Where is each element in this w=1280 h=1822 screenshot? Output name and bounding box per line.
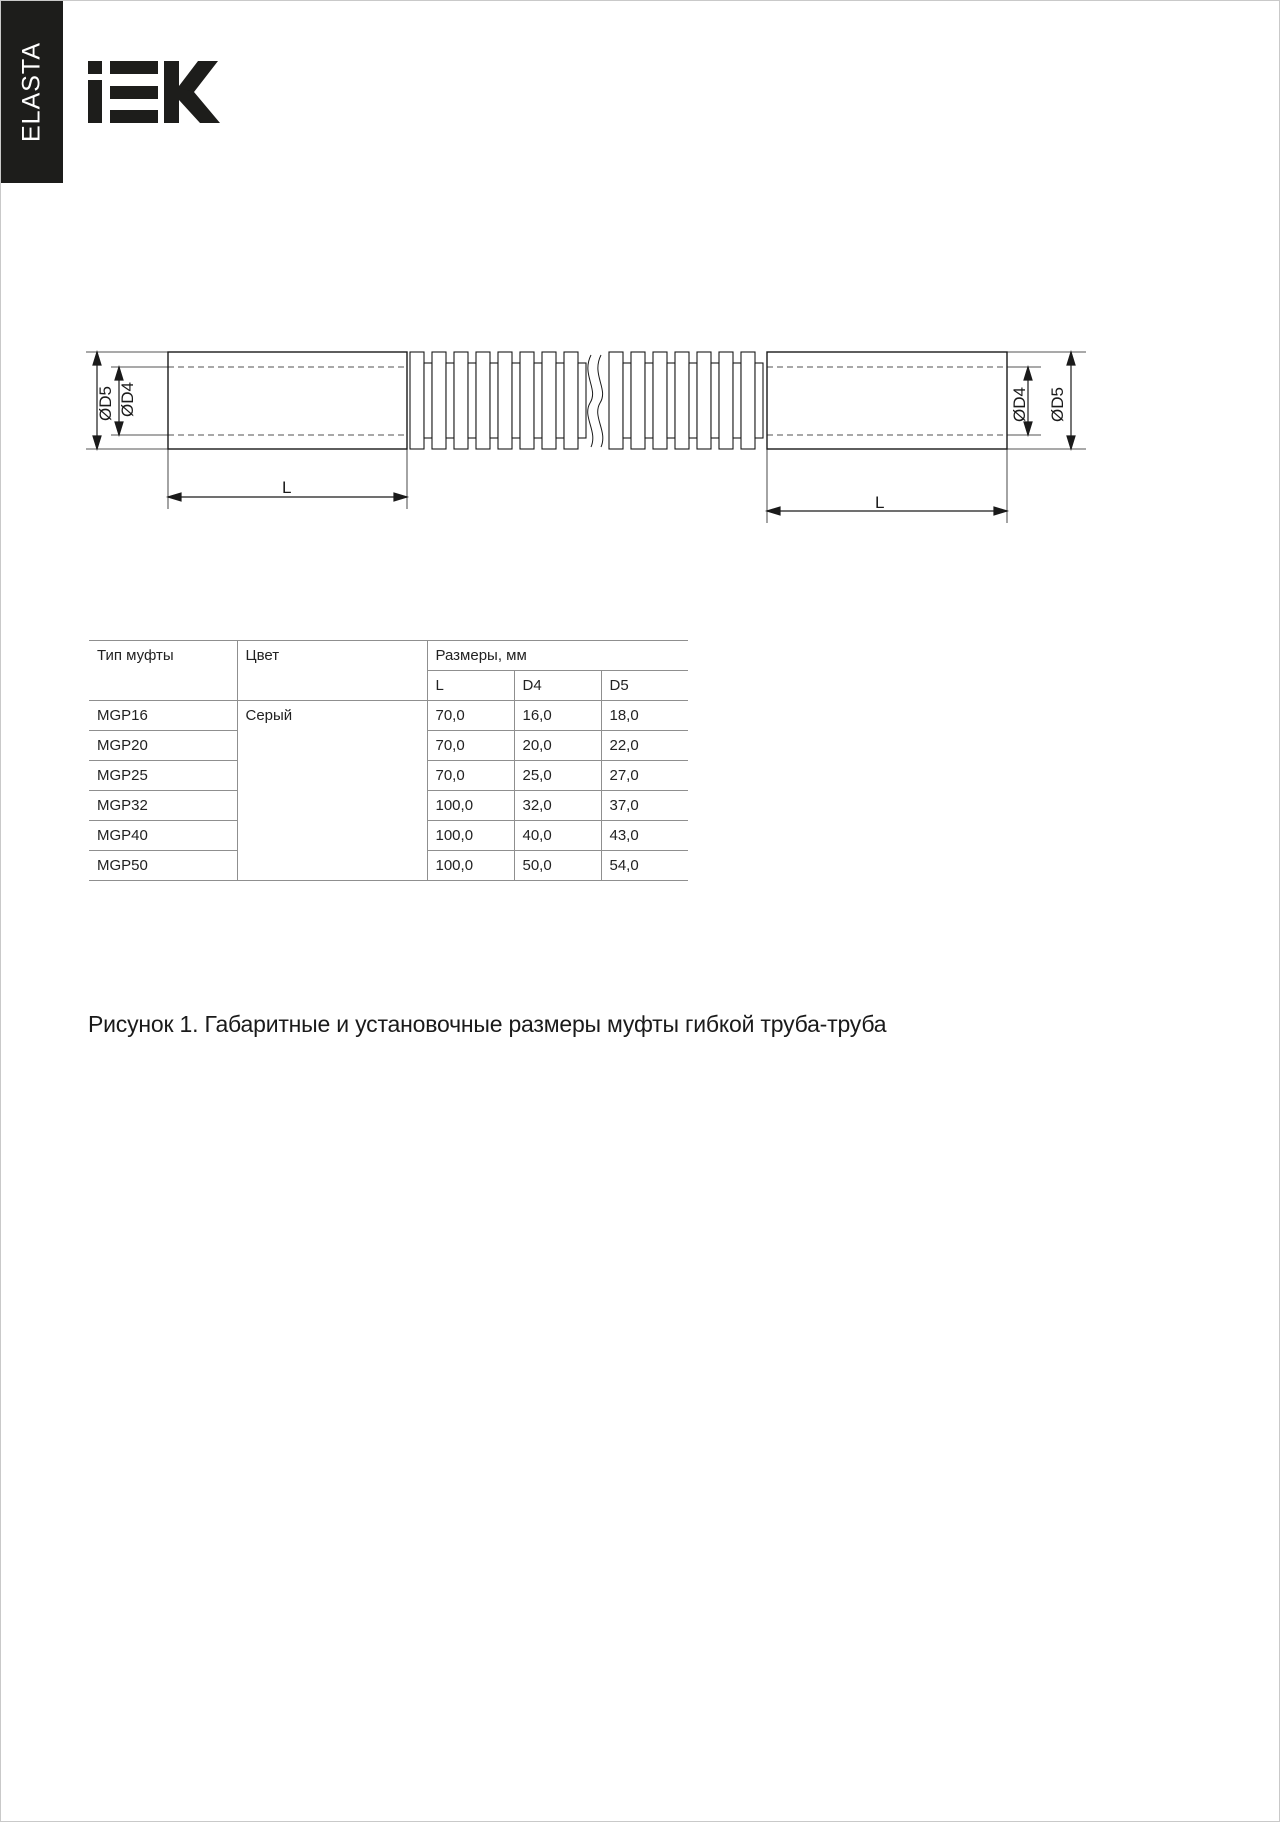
corrugation-groove	[534, 363, 542, 438]
cell-d4: 50,0	[514, 851, 601, 881]
corrugation-ring	[653, 352, 667, 449]
dimensions-table	[89, 640, 688, 881]
corrugation-groove	[755, 363, 763, 438]
dim-d5-right: ØD5	[1048, 387, 1067, 422]
corrugation-ring	[410, 352, 424, 449]
cell-d4: 40,0	[514, 821, 601, 851]
corrugation-ring	[454, 352, 468, 449]
dim-d4-right: ØD4	[1010, 387, 1029, 422]
cell-d4: 25,0	[514, 761, 601, 791]
cell-l: 70,0	[427, 701, 514, 731]
corrugation-groove	[689, 363, 697, 438]
corrugation-ring	[498, 352, 512, 449]
corrugation-ring	[697, 352, 711, 449]
corrugation-groove	[424, 363, 432, 438]
header-d4: D4	[514, 671, 601, 701]
corrugation-groove	[645, 363, 653, 438]
coupling-drawing	[81, 341, 1091, 531]
table-row	[89, 701, 688, 731]
dim-length-right: L	[875, 493, 885, 512]
corrugation-groove	[446, 363, 454, 438]
cell-type: MGP25	[89, 761, 237, 791]
corrugation-ring	[609, 352, 623, 449]
corrugation-ring	[675, 352, 689, 449]
cell-d4: 16,0	[514, 701, 601, 731]
cell-type: MGP32	[89, 791, 237, 821]
corrugation-ring	[476, 352, 490, 449]
cell-type: MGP20	[89, 731, 237, 761]
corrugation-ring	[520, 352, 534, 449]
corrugation-groove	[578, 363, 586, 438]
corrugation-groove	[711, 363, 719, 438]
cell-d5: 27,0	[601, 761, 688, 791]
header-l: L	[427, 671, 514, 701]
cell-type: MGP40	[89, 821, 237, 851]
corrugation-ring	[542, 352, 556, 449]
series-label: ELASTA	[17, 41, 46, 143]
header-d5: D5	[601, 671, 688, 701]
cell-l: 70,0	[427, 731, 514, 761]
cell-l: 100,0	[427, 791, 514, 821]
series-side-tab	[1, 1, 63, 183]
corrugation-ring	[564, 352, 578, 449]
dim-d4-left: ØD4	[118, 382, 137, 417]
corrugation-groove	[556, 363, 564, 438]
corrugation-groove	[468, 363, 476, 438]
corrugated-section	[410, 352, 763, 449]
cell-d5: 54,0	[601, 851, 688, 881]
cell-d5: 43,0	[601, 821, 688, 851]
cell-type: MGP50	[89, 851, 237, 881]
header-color: Цвет	[237, 641, 427, 701]
cell-d4: 32,0	[514, 791, 601, 821]
figure-caption: Рисунок 1. Габаритные и установочные размеры муфты гибкой труба-труба	[88, 1011, 887, 1037]
corrugation-ring	[741, 352, 755, 449]
corrugation-ring	[432, 352, 446, 449]
header-type: Тип муфты	[89, 641, 237, 701]
header-sizes: Размеры, мм	[427, 641, 688, 671]
cell-l: 100,0	[427, 821, 514, 851]
cell-d5: 18,0	[601, 701, 688, 731]
iek-logo	[88, 61, 220, 123]
cell-color: Серый	[237, 701, 427, 881]
corrugation-groove	[733, 363, 741, 438]
corrugation-groove	[667, 363, 675, 438]
corrugation-groove	[512, 363, 520, 438]
dim-length-left: L	[282, 478, 292, 497]
corrugation-ring	[631, 352, 645, 449]
cell-type: MGP16	[89, 701, 237, 731]
cell-d5: 37,0	[601, 791, 688, 821]
dim-d5-left: ØD5	[96, 386, 115, 421]
cell-l: 70,0	[427, 761, 514, 791]
corrugation-groove	[490, 363, 498, 438]
corrugation-groove	[623, 363, 631, 438]
cell-l: 100,0	[427, 851, 514, 881]
cell-d4: 20,0	[514, 731, 601, 761]
corrugation-ring	[719, 352, 733, 449]
cell-d5: 22,0	[601, 731, 688, 761]
